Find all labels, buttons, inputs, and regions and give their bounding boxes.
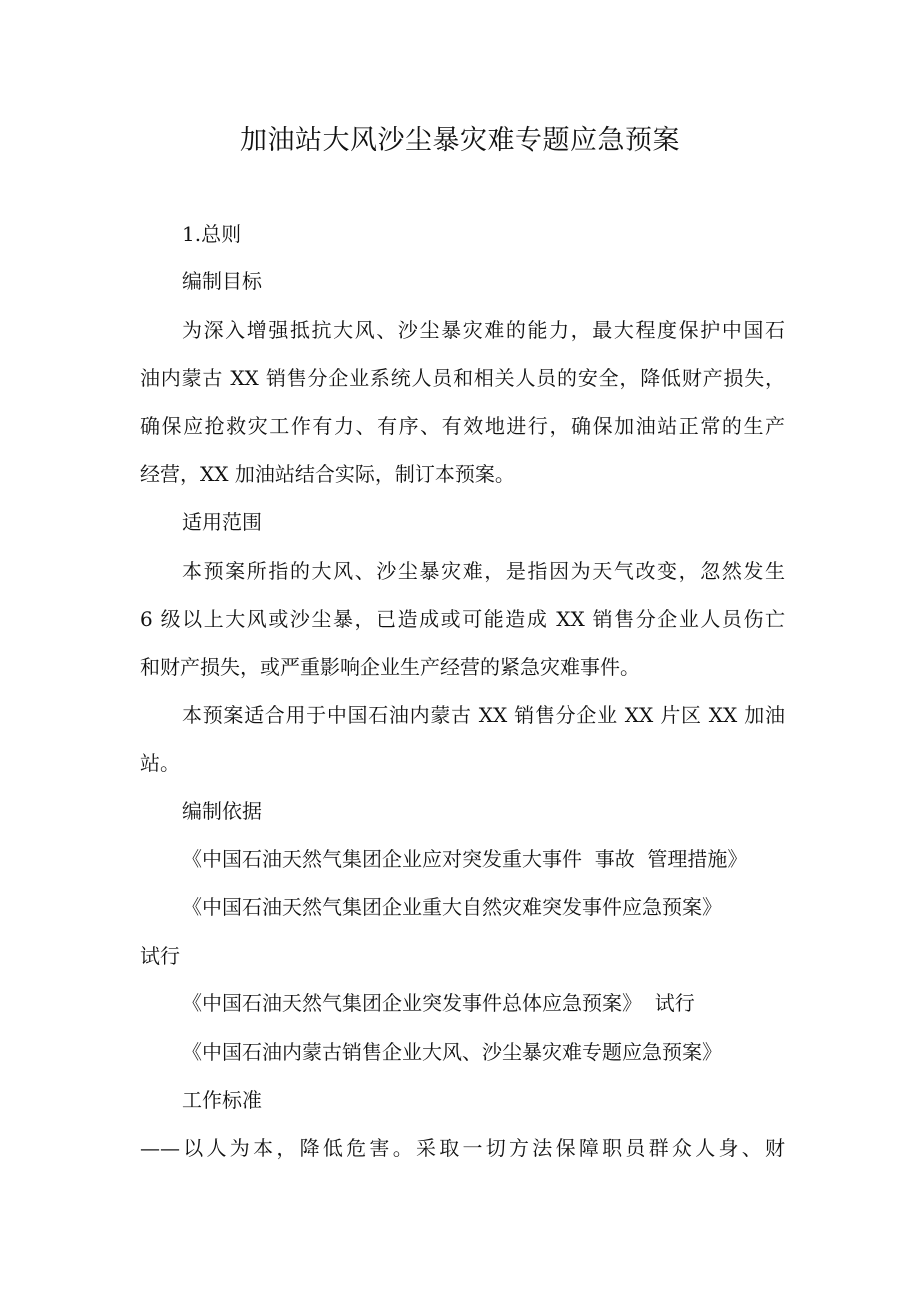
paragraph-line: 本预案适合用于中国石油内蒙古 XX 销售分企业 XX 片区 XX 加油 — [182, 703, 785, 727]
paragraph-line: 确保应抢救灾工作有力、有序、有效地进行，确保加油站正常的生产 — [140, 414, 785, 438]
paragraph-line: 站。 — [140, 751, 180, 775]
document-title: 加油站大风沙尘暴灾难专题应急预案 — [240, 125, 680, 156]
paragraph-line: 经营，XX 加油站结合实际，制订本预案。 — [140, 462, 515, 486]
section-heading: 1.总则 — [182, 222, 242, 246]
subheading: 适用范围 — [182, 510, 262, 534]
reference-line: 《中国石油天然气集团企业重大自然灾难突发事件应急预案》 — [182, 895, 722, 919]
paragraph-line: 为深入增强抵抗大风、沙尘暴灾难的能力，最大程度保护中国石 — [182, 318, 785, 342]
paragraph-line: 6 级以上大风或沙尘暴，已造成或可能造成 XX 销售分企业人员伤亡 — [140, 607, 785, 631]
subheading: 工作标准 — [182, 1088, 262, 1112]
paragraph-line: 本预案所指的大风、沙尘暴灾难，是指因为天气改变，忽然发生 — [182, 559, 785, 583]
paragraph-line: ——以人为本，降低危害。采取一切方法保障职员群众人身、财 — [140, 1136, 785, 1160]
subheading: 编制目标 — [182, 269, 262, 293]
reference-line: 《中国石油内蒙古销售企业大风、沙尘暴灾难专题应急预案》 — [182, 1040, 722, 1064]
subheading: 编制依据 — [182, 799, 262, 823]
paragraph-line: 和财产损失，或严重影响企业生产经营的紧急灾难事件。 — [140, 655, 640, 679]
reference-line: 《中国石油天然气集团企业突发事件总体应急预案》 试行 — [182, 991, 695, 1015]
paragraph-line: 油内蒙古 XX 销售分企业系统人员和相关人员的安全，降低财产损失， — [140, 366, 785, 390]
reference-line: 试行 — [140, 944, 180, 968]
reference-line: 《中国石油天然气集团企业应对突发重大事件 事故 管理措施》 — [182, 847, 748, 871]
